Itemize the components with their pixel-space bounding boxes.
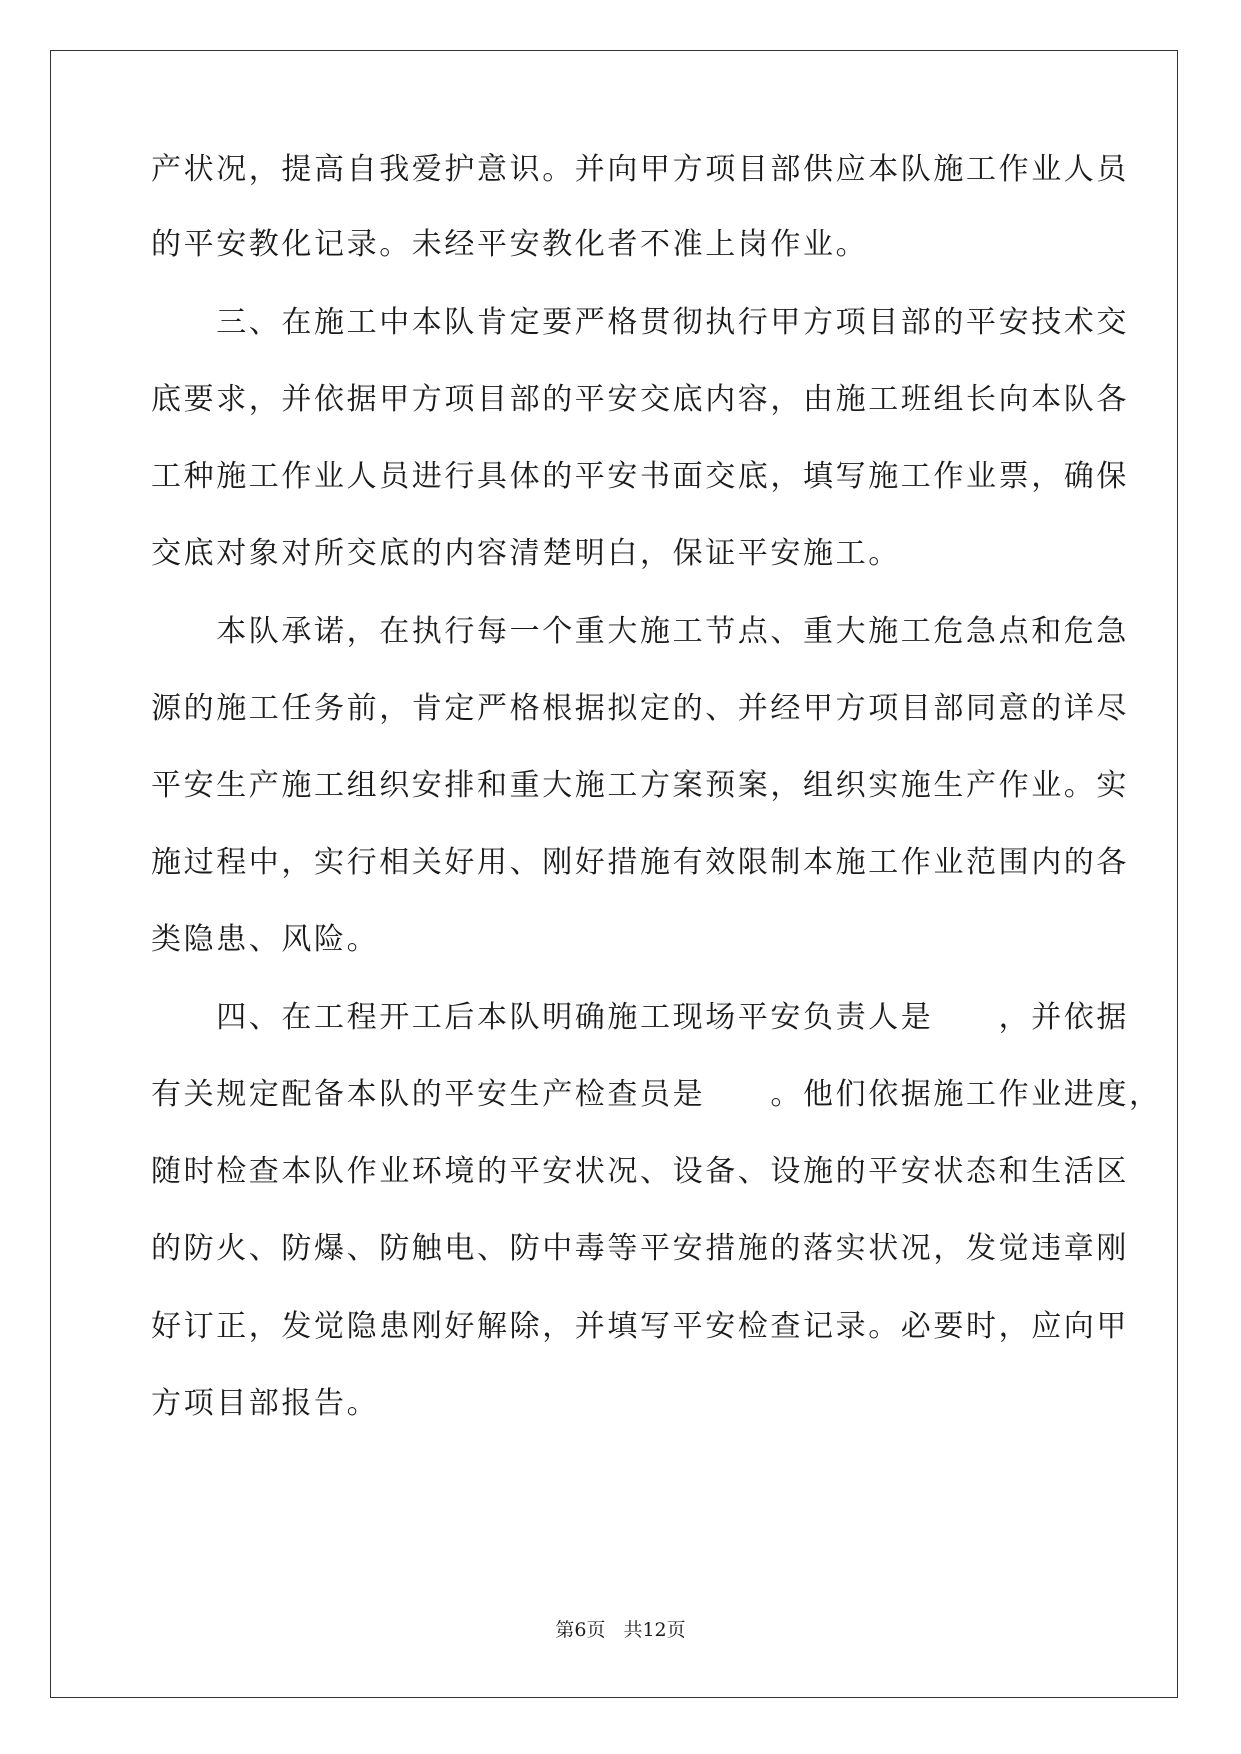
text-line: 的平安教化记录。未经平安教化者不准上岗作业。	[151, 227, 869, 262]
text-line: 平安生产施工组织安排和重大施工方案预案，组织实施生产作业。实	[151, 768, 1129, 803]
text-line: 本队承诺，在执行每一个重大施工节点、重大施工危急点和危急	[151, 614, 1129, 649]
text-line: 交底对象对所交底的内容清楚明白，保证平安施工。	[151, 536, 901, 571]
text-line: 好订正，发觉隐患刚好解除，并填写平安检查记录。必要时，应向甲	[151, 1309, 1129, 1344]
page-number: 第6页	[555, 1619, 606, 1641]
text-line: 方项目部报告。	[151, 1386, 380, 1421]
text-line: 随时检查本队作业环境的平安状况、设备、设施的平安状态和生活区	[151, 1154, 1129, 1189]
page-count: 共12页	[623, 1619, 686, 1641]
page-footer	[0, 1618, 1241, 1642]
text-line: 产状况，提高自我爱护意识。并向甲方项目部供应本队施工作业人员	[151, 152, 1129, 187]
text-line: 源的施工任务前，肯定严格根据拟定的、并经甲方项目部同意的详尽	[151, 691, 1129, 726]
text-line: 底要求，并依据甲方项目部的平安交底内容，由施工班组长向本队各	[151, 382, 1129, 417]
text-line: 工种施工作业人员进行具体的平安书面交底，填写施工作业票，确保	[151, 459, 1129, 494]
text-line: 施过程中，实行相关好用、刚好措施有效限制本施工作业范围内的各	[151, 845, 1129, 880]
text-line: 三、在施工中本队肯定要严格贯彻执行甲方项目部的平安技术交	[151, 305, 1129, 340]
text-line: 类隐患、风险。	[151, 922, 380, 957]
text-line: 的防火、防爆、防触电、防中毒等平安措施的落实状况，发觉违章刚	[151, 1231, 1129, 1266]
text-line: 有关规定配备本队的平安生产检查员是 。他们依据施工作业进度，	[151, 1077, 1162, 1112]
text-line: 四、在工程开工后本队明确施工现场平安负责人是 ，并依据	[151, 1000, 1129, 1035]
